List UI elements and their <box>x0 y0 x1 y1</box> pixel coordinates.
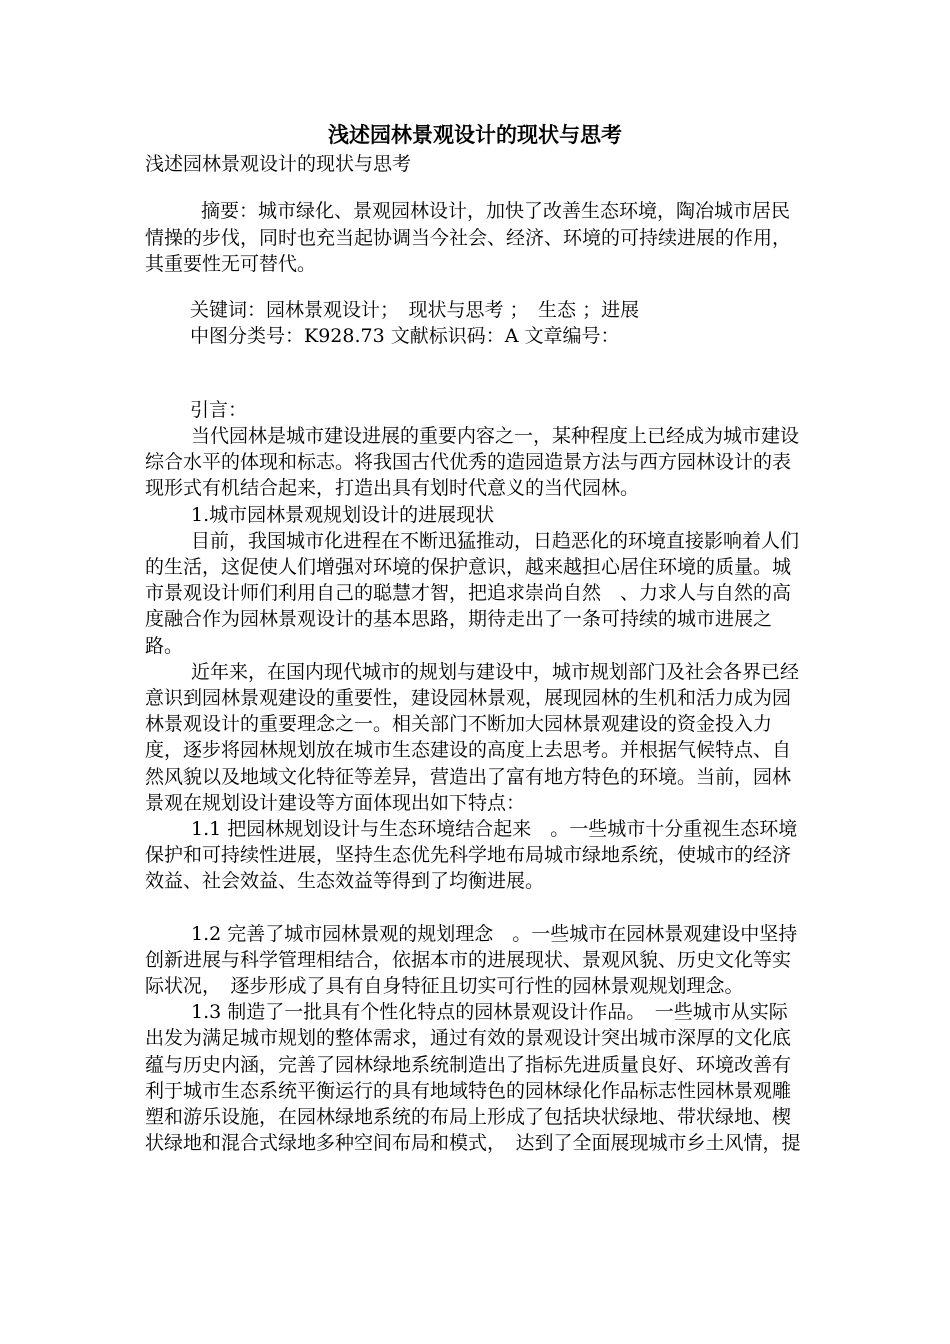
intro-heading: 引言： <box>190 399 248 421</box>
body-text <box>145 423 805 1156</box>
abstract-paragraph: 摘要：城市绿化、景观园林设计，加快了改善生态环境，陶冶城市居民情操的步伐，同时也充当起协调当今社会、经济、环境的可持续进展的作用，其重要性无可替代。 <box>145 200 792 275</box>
point-1-3-paragraph: 1.3 制造了一批具有个性化特点的园林景观设计作品。 一些城市从实际出发为满足城市规划的整体需求，通过有效的景观设计突出城市深厚的文化底蕴与历史内涵，完善了园林绿地系统制造出了指标先进质量良好、环境改善有利于城市生态系统平衡运行的具有地域特色的园林绿化作品标志性园林景观雕塑和游乐设施，在园林绿地系统的布局上形成了包括块状绿地、带状绿地、楔状绿地和混合式绿地多种空间布局和模式， 达到了全面展现城市乡土风情，提 <box>145 1001 801 1155</box>
body-paragraph: 目前，我国城市化进程在不断迅猛推动，日趋恶化的环境直接影响着人们的生活，这促使人们增强对环境的保护意识，越来越担心居住环境的质量。城市景观设计师们利用自己的聪慧才智，把追求崇尚自然 、力求人与自然的高度融合作为园林景观设计的基本思路，期待走出了一条可持续的城市进展之路。 <box>145 529 800 657</box>
keywords-line: 关键词：园林景观设计； 现状与思考 ； 生态 ；进展 <box>190 299 640 321</box>
section-heading-1: 1.城市园林景观规划设计的进展现状 <box>191 503 495 526</box>
intro-paragraph: 当代园林是城市建设进展的重要内容之一，某种程度上已经成为城市建设综合水平的体现和标志。将我国古代优秀的造园造景方法与西方园林设计的表现形式有机结合起来，打造出具有划时代意义的当代园林。 <box>145 425 800 500</box>
point-1-2-paragraph: 1.2 完善了城市园林景观的规划理念 。一些城市在园林景观建设中坚持创新进展与科学管理相结合，依据本市的进展现状、景观风貌、历史文化等实际状况， 逐步形成了具有自身特征且切实可行性的园林景观规划理念。 <box>145 922 798 998</box>
document-title: 浅述园林景观设计的现状与思考 <box>328 123 622 147</box>
document-subtitle: 浅述园林景观设计的现状与思考 <box>145 153 412 175</box>
classification-line: 中图分类号：K928.73 文献标识码：A 文章编号： <box>190 325 620 347</box>
body-paragraph: 近年来，在国内现代城市的规划与建设中，城市规划部门及社会各界已经意识到园林景观建设的重要性，建设园林景观，展现园林的生机和活力成为园林景观设计的重要理念之一。相关部门不断加大园林景观建设的资金投入力度，逐步将园林规划放在城市生态建设的高度上去思考。并根据气候特点、自然风貌以及地域文化特征等差异，营造出了富有地方特色的环境。当前，园林景观在规划设计建设等方面体现出如下特点： <box>145 660 800 814</box>
point-1-1-paragraph: 1.1 把园林规划设计与生态环境结合起来 。一些城市十分重视生态环境保护和可持续性进展，坚持生态优先科学地布局城市绿地系统，使城市的经济效益、社会效益、生态效益等得到了均衡进展。 <box>145 818 798 893</box>
